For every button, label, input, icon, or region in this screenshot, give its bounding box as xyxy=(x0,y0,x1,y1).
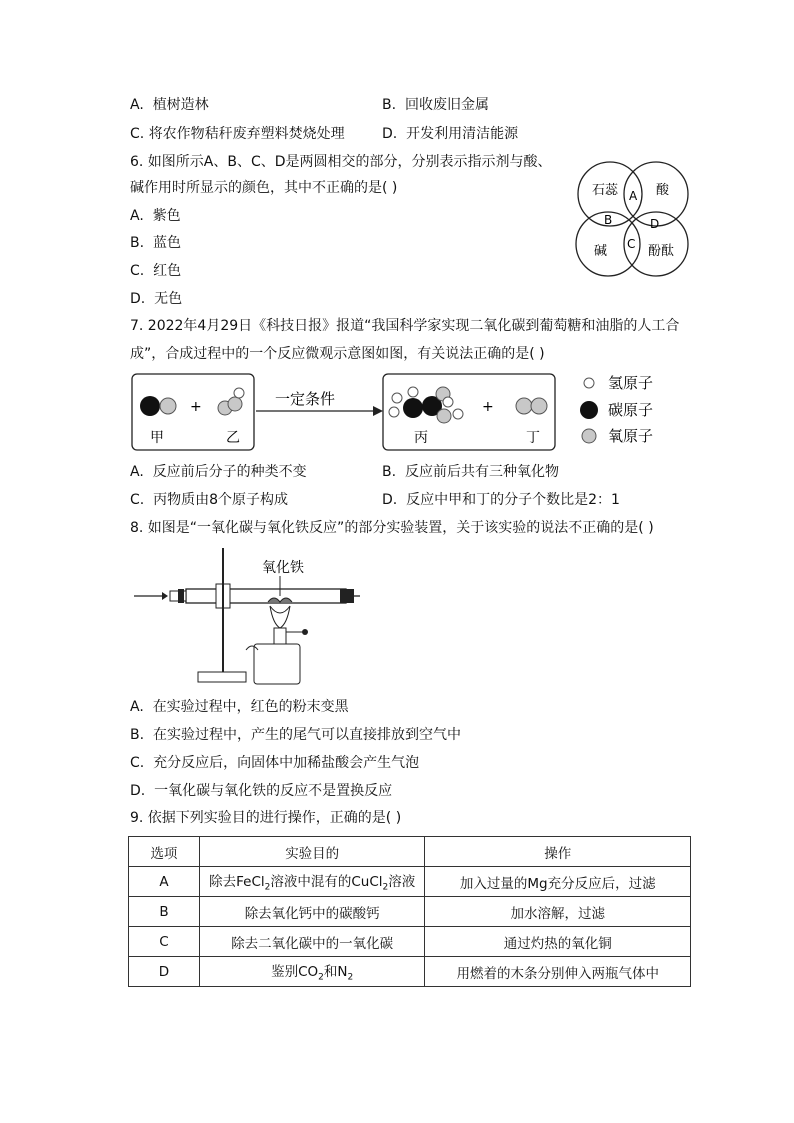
q9-stem: 9. 依据下列实验目的进行操作，正确的是( ) xyxy=(130,810,402,826)
q6-option-c: C. 红色 xyxy=(130,263,182,279)
legend-carbon: 碳原子 xyxy=(608,401,654,419)
table-header-row xyxy=(129,837,691,867)
venn-region-a: A xyxy=(629,189,638,203)
table-cell-option: D xyxy=(129,957,200,987)
venn-region-c: C xyxy=(627,237,636,251)
table-cell-operation: 通过灼热的氧化铜 xyxy=(425,927,691,957)
q9-options-table xyxy=(128,836,691,987)
q7-option-b: B. 反应前后共有三种氧化物 xyxy=(382,464,559,480)
legend-oxygen-icon xyxy=(582,429,596,443)
hydrogen-atom xyxy=(392,393,402,403)
hydrogen-atom xyxy=(443,397,453,407)
q8-option-a: A. 在实验过程中，红色的粉末变黑 xyxy=(130,699,349,715)
condition-label: 一定条件 xyxy=(275,390,336,408)
label-yi: 乙 xyxy=(226,430,240,446)
q8-apparatus-diagram xyxy=(128,546,368,690)
venn-diagram xyxy=(570,160,696,284)
table-cell-option: B xyxy=(129,897,200,927)
left-stopper-band xyxy=(178,589,184,603)
legend-carbon-icon xyxy=(580,401,598,419)
venn-region-b: B xyxy=(604,213,613,227)
legend-hydrogen-icon xyxy=(584,378,594,388)
q7-stem-line1: 7. 2022年4月29日《科技日报》报道“我国科学家实现二氧化碳到葡萄糖和油脂的人工合 xyxy=(130,318,680,334)
table-cell-goal: 除去FeCl$_2$溶液中混有的CuCl$_2$溶液 xyxy=(199,867,425,897)
venn-label-fentai: 酚酞 xyxy=(648,244,675,259)
q5-option-a: A. 植树造林 xyxy=(130,97,209,113)
q8-stem: 8. 如图是“一氧化碳与氧化铁反应”的部分实验装置，关于该实验的说法不正确的是( ) xyxy=(130,520,654,536)
table-cell-goal: 除去氧化钙中的碳酸钙 xyxy=(199,897,425,927)
legend-oxygen: 氧原子 xyxy=(608,427,654,445)
table-row xyxy=(129,927,691,957)
venn-label-suan: 酸 xyxy=(656,183,670,198)
header-operation: 操作 xyxy=(425,837,691,867)
hydrogen-atom xyxy=(408,387,418,397)
table-row xyxy=(129,867,691,897)
table-cell-option: C xyxy=(129,927,200,957)
q6-stem-line2: 碱作用时所显示的颜色，其中不正确的是( ) xyxy=(130,180,398,196)
q7-option-a: A. 反应前后分子的种类不变 xyxy=(130,464,307,480)
inlet-arrow-head xyxy=(162,592,168,600)
q7-reaction-diagram xyxy=(128,370,668,454)
venn-label-jian: 碱 xyxy=(594,244,608,259)
oxygen-atom xyxy=(531,398,547,414)
table-cell-operation: 加入过量的Mg充分反应后，过滤 xyxy=(425,867,691,897)
burner-body xyxy=(254,644,300,684)
arrow-head xyxy=(373,406,383,416)
table-cell-option: A xyxy=(129,867,200,897)
label-bing: 丙 xyxy=(414,430,428,446)
oxygen-atom xyxy=(516,398,532,414)
q7-option-c: C. 丙物质由8个原子构成 xyxy=(130,492,289,508)
table-cell-operation: 加水溶解，过滤 xyxy=(425,897,691,927)
table-cell-goal: 鉴别$CO_2$和$N_2$ xyxy=(199,957,425,987)
hydrogen-atom xyxy=(453,409,463,419)
table-row xyxy=(129,957,691,987)
label-jia: 甲 xyxy=(150,430,164,446)
q6-option-d: D. 无色 xyxy=(130,291,183,307)
oxygen-atom xyxy=(228,397,242,411)
carbon-atom xyxy=(403,398,423,418)
iron-oxide-label: 氧化铁 xyxy=(262,560,304,576)
header-goal: 实验目的 xyxy=(199,837,425,867)
q7-stem-line2: 成”，合成过程中的一个反应微观示意图如图，有关说法正确的是( ) xyxy=(130,346,545,362)
header-option: 选项 xyxy=(129,837,200,867)
hydrogen-atom xyxy=(234,388,244,398)
q5-option-c: C. 将农作物秸秆废弃塑料焚烧处理 xyxy=(130,126,345,142)
q5-option-d: D. 开发利用清洁能源 xyxy=(382,126,519,142)
venn-label-shirui: 石蕊 xyxy=(592,183,619,198)
oxygen-atom xyxy=(437,409,451,423)
table-cell-operation: 用燃着的木条分别伸入两瓶气体中 xyxy=(425,957,691,987)
stand-base xyxy=(198,672,246,682)
hydrogen-atom xyxy=(389,407,399,417)
q8-option-b: B. 在实验过程中，产生的尾气可以直接排放到空气中 xyxy=(130,727,461,743)
q6-option-a: A. 紫色 xyxy=(130,208,181,224)
plus-sign: + xyxy=(190,399,202,415)
right-stopper xyxy=(340,589,354,603)
q6-option-b: B. 蓝色 xyxy=(130,235,181,251)
q7-option-d: D. 反应中甲和丁的分子个数比是2：1 xyxy=(382,492,620,508)
venn-region-d: D xyxy=(650,217,660,231)
table-cell-goal: 除去二氧化碳中的一氧化碳 xyxy=(199,927,425,957)
carbon-atom xyxy=(140,396,160,416)
plus-sign: + xyxy=(482,399,494,415)
oxygen-atom xyxy=(160,398,176,414)
burner-tube xyxy=(274,628,286,644)
burner-valve xyxy=(302,629,308,635)
q6-stem-line1: 6. 如图所示A、B、C、D是两圆相交的部分，分别表示指示剂与酸、 xyxy=(130,154,552,170)
q8-option-c: C. 充分反应后，向固体中加稀盐酸会产生气泡 xyxy=(130,755,420,771)
glass-tube xyxy=(186,589,346,603)
q5-option-b: B. 回收废旧金属 xyxy=(382,97,489,113)
flame xyxy=(270,606,290,628)
label-ding: 丁 xyxy=(526,430,540,446)
legend-hydrogen: 氢原子 xyxy=(608,374,654,392)
table-row xyxy=(129,897,691,927)
q8-option-d: D. 一氧化碳与氧化铁的反应不是置换反应 xyxy=(130,783,393,799)
